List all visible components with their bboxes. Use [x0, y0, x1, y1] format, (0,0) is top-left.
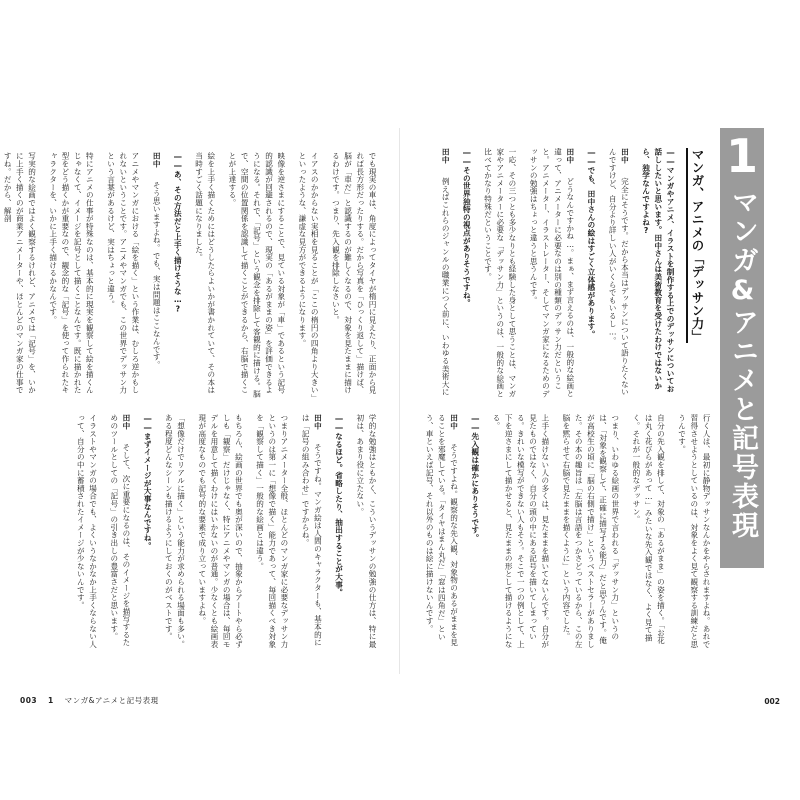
paragraph-text: アニメやマンガにおける「絵を描く」という作業は、むしろ逆かもしれないということです。アニメやマンガでも、この世界でデッサン力という言葉があるけど、実はちょっと違う。 [106, 152, 140, 394]
speaker-paragraph [296, 152, 320, 400]
speaker-paragraph [104, 152, 141, 400]
speaker-paragraph [329, 152, 378, 400]
interviewer-question [171, 152, 183, 400]
speaker-paragraph [439, 148, 451, 400]
paragraph-text: 映像を逆さまにすることで、見ている対象が「車」であるという記号的認識が回避されるので、現実の「あるがままの姿」を評価できるようになる。それで、「記号」という観念を排除して客観的に描ける。脳で、空間の位置関係を認識して描くことができるから、右脳で描くことが上達する。 [227, 152, 286, 398]
paragraph-text: 写実的な絵画ではよく観察するけれど、アニメでは「記号」を、いかに上手く描くのが商業アニメーターや、ほとんどのマンガ家の仕事ですね。だから、解剖 [3, 152, 37, 394]
speaker-name: 田中 [313, 414, 323, 430]
left-upper-text-columns [3, 152, 378, 400]
interviewer-question [585, 148, 597, 400]
paragraph-text: ――なるほど。省略したり、抽出することが大事。 [334, 414, 344, 597]
speaker-paragraph [481, 148, 518, 400]
paragraph-text: イラストやマンガの場合でも、よくいうなかなか上手くならない人って、自分の中に蓄積されたイメージが少ないんです。 [76, 414, 98, 648]
speaker-name: 田中 [441, 148, 451, 164]
speaker-name: 田中 [121, 414, 131, 430]
speaker-paragraph [253, 414, 290, 650]
paragraph-text: 特にアニメの仕事が特殊なのは、基本的に現実を観察して絵を描くんじゃなくて、イメージを記号として描くことなんです。既に描かれた型をどう描くかが重要なので、観念的な「記号」を使って作られたキャラクターを、いかに上手く描けるかなんです。 [48, 152, 95, 394]
speaker-paragraph [192, 152, 216, 400]
speaker-name: 田中 [620, 148, 630, 164]
speaker-name: 田中 [152, 152, 162, 168]
paragraph-text: そうですよね。観察的な先入観、対象物のあるがままを見ることを邪魔している。「タイヤはまん丸だ」「窓は四角だ」という、車といえば記号、それ以外のものは絵に描けないんです。 [425, 414, 459, 647]
paragraph-text: そうですね。マンガ絵は人間のキャラクターも、基本的には「記号の組み合わせ」ですからね。 [301, 414, 323, 647]
right-page-number: 002 [764, 697, 780, 706]
paragraph-text: 絵を上手く描くためにはどうしたらよいかが書かれていて、その本は当時すごく話題になりました。 [194, 152, 216, 394]
chapter-number: 1 [725, 129, 758, 183]
interviewer-question [460, 148, 472, 400]
right-upper-text-columns [414, 148, 676, 400]
speaker-paragraph [675, 414, 712, 650]
paragraph-text: もちろん、絵画の世界でも奥が深いので、抽象からアートやら必ずしも「観察」だけじゃなく、特にアニメやマンガの場合は、毎回モデルを用意して描くわけにはいかないのが普通。少なくとも絵画表現が高度なものでも記号的な要素で成り立っていますよね。 [197, 414, 244, 648]
left-page-footer [20, 695, 159, 706]
speaker-paragraph [196, 414, 245, 650]
book-spread [3, 128, 782, 706]
section-heading: マンガ、アニメの「デッサン力」 [688, 148, 706, 388]
speaker-paragraph [226, 152, 287, 400]
paragraph-text: 学的な勉強はともかく、こういうデッサンの勉強の仕方は、特に最初は、あまり役に立たない。 [355, 414, 377, 648]
paragraph-text: そして、次に重要になるのは、そのイメージを描写するためのツールとしての「記号」の引き出しの豊富さだと思います。 [109, 414, 131, 647]
interviewer-question [332, 414, 344, 650]
speaker-paragraph [74, 414, 98, 650]
speaker-paragraph [606, 148, 630, 400]
right-page [400, 128, 782, 706]
paragraph-text: でも現実の車は、角度によってタイヤが楕円に見えたり、正面から見れば長方形だったりする。だから写真を「ひっくり返して」描けば、脳が「車だ」と認識するのが難しくなるので、対象を見たままに描けるわけです。つまり、先入観を排除しなさいと。 [331, 152, 377, 394]
right-lower-text-columns [414, 414, 712, 650]
speaker-paragraph [354, 414, 378, 650]
interviewer-question [469, 414, 481, 650]
left-page-number: 003 [20, 696, 38, 705]
speaker-paragraph [490, 414, 551, 650]
paragraph-text: つまりアニメーター全般、ほとんどのマンガ家に必要なデッサン力というのは第一に「想像で描く」能力であって、毎回描くべき対象を「観察して描く」一般的な絵画とは違う。 [255, 414, 289, 648]
paragraph-text: つまり、いわゆる絵画の世界で言われる「デッサン力」というのは、「対象を観察して、正確に描写する能力」だと思うんです。俺が高校生の頃に「脳の右側で描け」というベストセラーがありました。その本の趣旨は「左脳は言語をつかさどっているから、この左脳を黙らせて右脳で見たままを描くように」という内容でした。 [561, 414, 620, 648]
interviewer-question [639, 148, 676, 400]
speaker-paragraph [527, 148, 576, 400]
paragraph-text: 上手く描けない人の多くは、見たままを描いてないんです。自分が見たものではなく、自分の頭の中にある記号を描いてしまっている。きれいな模写ができない人もそう。そこで一つの例として、上下を逆さまにして描かせると、見たままの形として描けるようになる。 [491, 414, 550, 648]
chapter-title: マンガ&アニメと記号表現 [727, 188, 758, 540]
speaker-paragraph [108, 414, 132, 650]
paragraph-text: 行く人は、最初に静物デッサンなんかをやらされますよね。あれで習得させようとしているのは、対象をよく見て観察する訓練だと思うんです。 [677, 414, 711, 648]
paragraph-text: そう思いますよね。でも、実は問題はここなんです。 [152, 181, 162, 369]
paragraph-text: 自分の先入観を排して、対象の「あるがまま」の姿を描く。「お花は丸く花びらがあって…」みたいな先入観ではなく、よく見て描く。それが一般的なデッサン。 [631, 414, 666, 645]
interviewer-question [141, 414, 153, 650]
speaker-name: 田中 [565, 148, 575, 164]
paragraph-text: ――まずイメージが大事なんですね。 [143, 414, 153, 550]
footer-chapter-number: 1 [48, 696, 54, 705]
paragraph-text: ――先入観は確かにありそうです。 [470, 414, 480, 542]
speaker-paragraph [630, 414, 667, 650]
paragraph-text: 「想像だけでリアルに描く」という能力が求められる場面も多い。ある程度どんなシーンも描けるようにしておくのがベストです。 [164, 414, 186, 648]
speaker-paragraph [1, 152, 38, 400]
paragraph-text: 例えばこれらのジャンルの職業につく前に、いわゆる美術大に [441, 177, 451, 396]
left-page [3, 128, 400, 705]
speaker-paragraph [560, 414, 621, 650]
left-lower-text-columns [26, 414, 378, 650]
chapter-banner [720, 128, 764, 568]
paragraph-text: ――でも、田中さんの絵はすごく立体感があります。 [586, 148, 596, 338]
speaker-paragraph [150, 152, 162, 400]
paragraph-text: 一応、その三つとも多少なりとも経験した身として思うことは、マンガ家やアニメーターに必要な「デッサン力」というのは、一般的な絵画と比べてかなり特殊だということです。 [483, 148, 517, 398]
speaker-name: 田中 [449, 414, 459, 430]
paragraph-text: ――あ、その方法だと上手く描けそうな…? [173, 152, 183, 314]
paragraph-text: ――マンガやアニメ、イラストを制作する上でのデッサンについてお話ししたいと思います。田中さんは美術教育を受けたわけではないから、独学なんですよね? [641, 148, 675, 393]
footer-chapter-title: マンガ&アニメと記号表現 [64, 696, 159, 705]
paragraph-text: どうなんですかね…。まぁ、まず言えるのは、一般的な絵画と違って、アニメーターに必要なのは別の種類のデッサン力だということ。アニメーター、イラストレーター、そしてマンガ家になるためのデッサンの勉強はちょっと違うと思うんです。 [529, 148, 575, 398]
speaker-paragraph [423, 414, 460, 650]
paragraph-text: 完全にそうです。だから本当はデッサンについて語りたくないんですけど、自分より詳しい人がいくらでもいるし…。 [608, 148, 630, 396]
speaker-paragraph [162, 414, 186, 650]
paragraph-text: イアスのかからない実相を見ることが「ここの楕円の四角より大きい」といったような、謙虚な見方ができるようになります。 [297, 152, 320, 398]
speaker-paragraph [47, 152, 96, 400]
speaker-paragraph [299, 414, 323, 650]
paragraph-text: ――その世界独特の視点がありそうですね。 [462, 148, 472, 307]
